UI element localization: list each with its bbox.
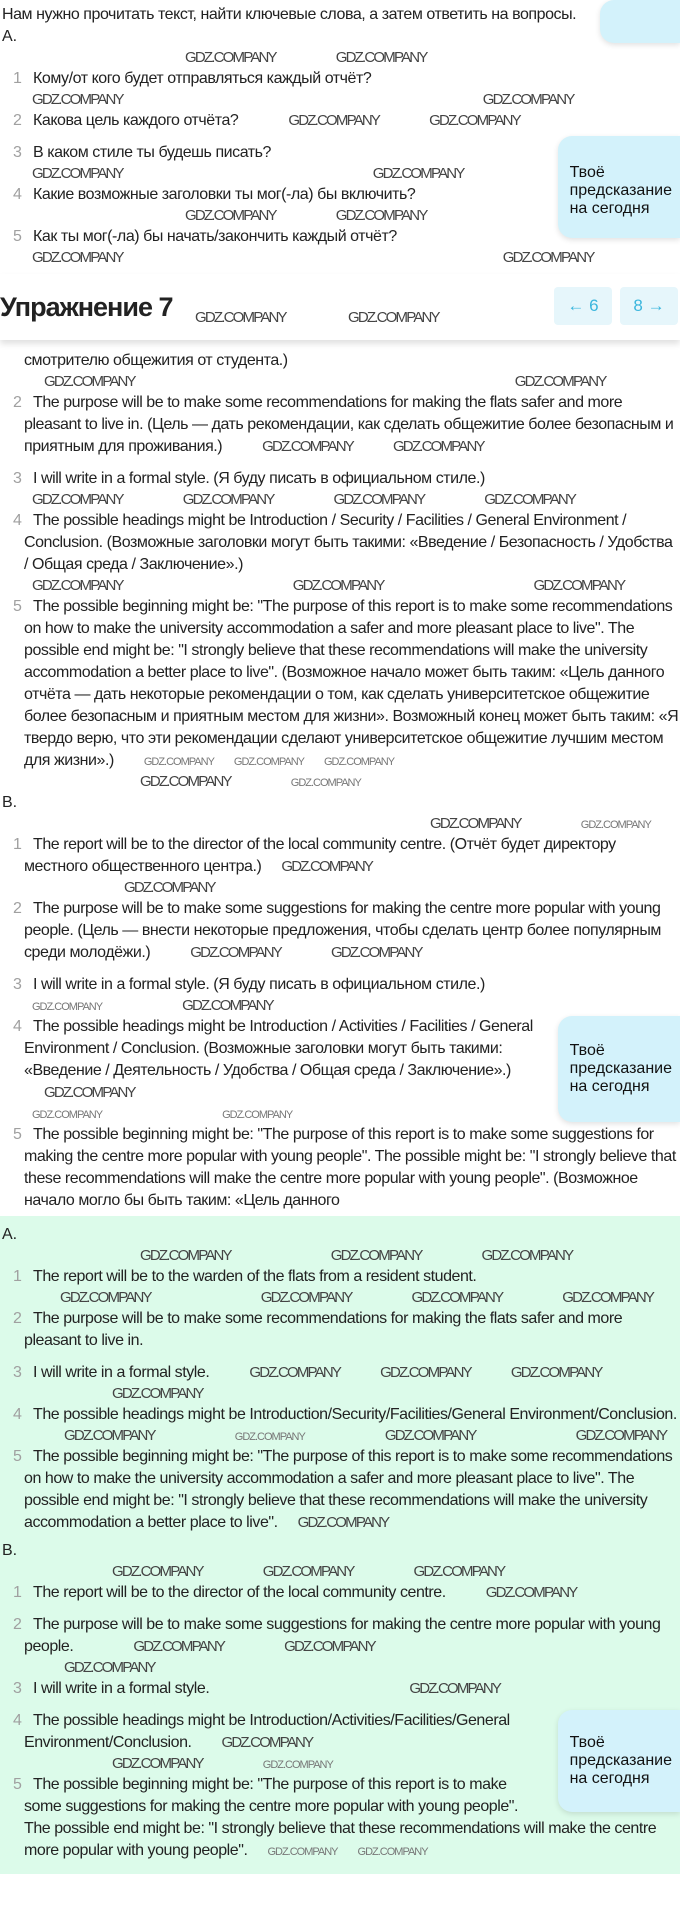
green-answer-b4 — [0, 1710, 680, 1754]
answer-text: (Возможное начало может быть таким: «Цель данного отчёта — дать некоторые — [24, 664, 665, 703]
watermark: GDZ.COMPANY — [44, 1084, 135, 1101]
green-answer-a4 — [0, 1404, 680, 1426]
watermark: GDZ.COMPANY — [182, 997, 273, 1014]
question-number: 4 — [13, 186, 22, 203]
answer-text: The purpose will be to make some recommendations for making the flats safer and — [33, 394, 584, 411]
watermark: GDZ.COMPANY — [32, 165, 123, 182]
question-1 — [0, 68, 680, 90]
answer-text: I will write in a formal style. (Я буду писать в официальном стиле.) — [33, 470, 485, 487]
watermark: GDZ.COMPANY — [140, 1247, 231, 1264]
watermark: GDZ.COMPANY — [260, 1289, 352, 1306]
answer-text: I will write in a formal style. — [33, 1364, 210, 1381]
answer-text: might be: "I strongly believe that these recommendations will make the centre more — [24, 1148, 676, 1187]
next-exercise-button[interactable]: 8 → — [620, 287, 678, 325]
answer-text: The possible beginning might be: "The purpose of this report is to make some — [33, 1126, 548, 1143]
answer-b3 — [0, 974, 680, 996]
answer-b2 — [0, 898, 680, 964]
prediction-text: Твоё — [569, 164, 605, 181]
answer-text: The possible beginning might be: "The purpose of this report is to make some — [33, 598, 548, 615]
question-3 — [0, 142, 680, 164]
watermark-row — [0, 1288, 680, 1308]
answer-number: 5 — [13, 598, 22, 615]
question-number: 2 — [13, 112, 22, 129]
watermark-row — [0, 248, 680, 268]
prediction-text: на сегодня — [569, 200, 650, 217]
green-answer-a1 — [0, 1266, 680, 1288]
answer-text: Удобства / Общая среда / Заключение».) — [24, 534, 673, 573]
answer-text: The report will be to the director of the local community centre. (Отчёт будет директору — [33, 836, 616, 853]
watermark-row — [0, 1246, 680, 1266]
question-text: Кому/от кого будет отправляться каждый отчёт? — [33, 70, 372, 87]
answer-a3 — [0, 468, 680, 490]
watermark: GDZ.COMPANY — [133, 1638, 225, 1655]
watermark: GDZ.COMPANY — [514, 373, 606, 390]
question-number: 5 — [13, 228, 22, 245]
question-number: 1 — [13, 70, 22, 87]
watermark: GDZ.COMPANY — [372, 165, 464, 182]
answer-number: 5 — [13, 1776, 22, 1793]
watermark: GDZ.COMPANY — [284, 1638, 375, 1655]
answer-text: рекомендации о том, как сделать университетское общежитие более безопасным и — [24, 686, 650, 725]
exercise-header — [0, 274, 680, 340]
watermark: GDZ.COMPANY — [262, 1759, 333, 1771]
watermark: GDZ.COMPANY — [297, 1514, 389, 1531]
watermark: GDZ.COMPANY — [32, 491, 123, 508]
green-answer-a2 — [0, 1308, 680, 1352]
answer-text: popular with young people". — [62, 1842, 248, 1859]
watermark: GDZ.COMPANY — [409, 1680, 501, 1697]
watermark: GDZ.COMPANY — [384, 1427, 476, 1444]
answer-number: 2 — [13, 900, 22, 917]
watermark: GDZ.COMPANY — [323, 756, 395, 768]
question-text: Как ты мог(-ла) бы начать/закончить каждый отчёт? — [33, 228, 397, 245]
answer-number: 3 — [13, 976, 22, 993]
answer-text: more pleasant to live in. (Цель — дать рекомендации, как сделать общежитие более — [24, 394, 623, 433]
answer-text: The possible headings might be Introduction / Activities / Facilities / General — [33, 1018, 533, 1035]
watermark: GDZ.COMPANY — [348, 309, 439, 326]
answer-text: Environment/Conclusion. — [509, 1406, 677, 1423]
watermark-row — [0, 90, 680, 110]
answer-number: 1 — [13, 836, 22, 853]
question-text: Какова цель каждого отчёта? — [33, 112, 239, 129]
watermark: GDZ.COMPANY — [195, 309, 286, 326]
answer-text: pleasant place to live". The possible end might be: "I strongly believe that these — [24, 620, 635, 659]
watermark: GDZ.COMPANY — [335, 207, 427, 224]
watermark: GDZ.COMPANY — [392, 438, 484, 455]
watermark: GDZ.COMPANY — [124, 879, 215, 896]
watermark: GDZ.COMPANY — [562, 1289, 654, 1306]
green-answer-b1 — [0, 1582, 680, 1604]
watermark: GDZ.COMPANY — [288, 112, 380, 129]
watermark: GDZ.COMPANY — [112, 1385, 203, 1402]
answer-a5 — [0, 596, 680, 772]
answer-number: 1 — [13, 1268, 22, 1285]
prediction-text: предсказание — [569, 182, 672, 199]
answer-text: / Conclusion. (Возможные заголовки могут быть такими: «Введение / Безопасность / — [24, 512, 627, 551]
watermark: GDZ.COMPANY — [182, 491, 274, 508]
answer-text: приятным местом для жизни». Возможный конец может быть таким: «Я твердо верю, — [24, 708, 679, 747]
watermark: GDZ.COMPANY — [190, 944, 281, 961]
answer-number: 2 — [13, 394, 22, 411]
answer-text: The possible beginning might be: "The purpose of this report is to make some — [24, 1776, 507, 1815]
watermark: GDZ.COMPANY — [222, 1109, 293, 1121]
watermark: GDZ.COMPANY — [331, 944, 422, 961]
answer-text: pleasant place to live". The possible end might be: "I strongly believe that these — [24, 1470, 635, 1509]
answer-text: что эти рекомендации сделают университетское общежитие лучшим местом для — [24, 730, 664, 769]
answer-number: 1 — [13, 1584, 22, 1601]
question-text: В каком стиле ты будешь писать? — [33, 144, 272, 161]
watermark: GDZ.COMPANY — [330, 1247, 422, 1264]
answer-text: recommendations on how to make the university accommodation a safer and more — [24, 1448, 673, 1487]
watermark: GDZ.COMPANY — [233, 756, 304, 768]
answer-text: suggestions for making the centre more popular with young people". The possible — [24, 1126, 654, 1165]
watermark: GDZ.COMPANY — [32, 1109, 103, 1121]
watermark-row — [0, 372, 680, 392]
answers-panel — [0, 1216, 680, 1874]
prediction-text: Твоё — [569, 1042, 605, 1059]
watermark: GDZ.COMPANY — [221, 1734, 313, 1751]
answer-number: 4 — [13, 1018, 22, 1035]
watermark: GDZ.COMPANY — [112, 1755, 203, 1772]
watermark: GDZ.COMPANY — [533, 577, 625, 594]
answer-text: might be: "I strongly believe that these recommendations will make the centre more — [24, 1820, 657, 1859]
answer-text: The purpose will be to make some suggestions for making the centre more popular with — [33, 900, 616, 917]
answer-text: The possible headings might be Introduction/Security/Facilities/General — [33, 1406, 506, 1423]
watermark: GDZ.COMPANY — [185, 49, 276, 66]
answer-number: 3 — [13, 1680, 22, 1697]
answer-text: The report will be to the director of the local community centre. — [33, 1584, 446, 1601]
watermark: GDZ.COMPANY — [185, 207, 276, 224]
answer-text: местного общественного центра.) — [24, 858, 262, 875]
watermark: GDZ.COMPANY — [32, 1001, 103, 1013]
watermark: GDZ.COMPANY — [281, 858, 373, 875]
section-label-b: B. — [2, 1542, 18, 1559]
watermark: GDZ.COMPANY — [267, 1846, 338, 1858]
watermark: GDZ.COMPANY — [357, 1846, 428, 1858]
watermark: GDZ.COMPANY — [64, 1659, 155, 1676]
answer-text: I will write in a formal style. (Я буду писать в официальном стиле.) — [33, 976, 485, 993]
question-5 — [0, 226, 680, 248]
answer-text: suggestions for making the centre more popular with young people". The possible end — [24, 1798, 519, 1837]
watermark-row — [0, 1562, 680, 1582]
page-title: Упражнение 7 — [0, 292, 173, 322]
watermark: GDZ.COMPANY — [32, 577, 123, 594]
watermark: GDZ.COMPANY — [290, 777, 361, 789]
watermark: GDZ.COMPANY — [580, 819, 651, 831]
watermark: GDZ.COMPANY — [143, 756, 214, 768]
answer-text: The purpose will be to make some recommendations for making the flats safer and — [33, 1310, 584, 1327]
watermark-row — [0, 1426, 680, 1446]
prev-exercise-button[interactable]: ← 6 — [554, 287, 612, 325]
green-answer-a5 — [0, 1446, 680, 1534]
green-answer-b3 — [0, 1678, 680, 1700]
answer-text: The possible beginning might be: "The purpose of this report is to make some — [33, 1448, 548, 1465]
question-2 — [0, 110, 680, 132]
watermark: GDZ.COMPANY — [380, 1364, 471, 1381]
watermark-row — [0, 878, 680, 898]
answer-text: young people. (Цель — внести некоторые предложения, чтобы сделать центр более — [24, 900, 661, 939]
answer-text: The purpose will be to make some suggestions for making the centre more popular with — [33, 1616, 616, 1633]
green-answer-b5 — [0, 1774, 680, 1862]
prediction-widget[interactable] — [600, 0, 680, 43]
answer-b4 — [0, 1016, 680, 1104]
prediction-text: на сегодня — [569, 1078, 650, 1095]
watermark: GDZ.COMPANY — [484, 491, 576, 508]
answer-text: Деятельность / Удобства / Общая среда / Заключение».) — [113, 1062, 511, 1079]
answer-number: 4 — [13, 512, 22, 529]
watermark: GDZ.COMPANY — [140, 773, 231, 790]
green-answer-b2 — [0, 1614, 680, 1658]
watermark: GDZ.COMPANY — [333, 491, 425, 508]
watermark-row — [0, 1658, 680, 1678]
watermark-row — [0, 48, 680, 68]
answer-a4 — [0, 510, 680, 576]
answer-a2 — [0, 392, 680, 458]
answer-text: young people. — [24, 1616, 661, 1655]
answer-text: recommendations will make the university accommodation a better place to live". — [24, 1492, 648, 1531]
answer-number: 3 — [13, 1364, 22, 1381]
answer-number: 2 — [13, 1310, 22, 1327]
answer-text: I will write in a formal style. — [33, 1680, 210, 1697]
question-text: Какие возможные заголовки ты мог(-ла) бы включить? — [33, 186, 416, 203]
watermark: GDZ.COMPANY — [60, 1289, 151, 1306]
section-label-a: A. — [2, 28, 18, 45]
watermark: GDZ.COMPANY — [64, 1427, 155, 1444]
watermark: GDZ.COMPANY — [112, 1563, 203, 1580]
prediction-text: предсказание — [569, 1752, 672, 1769]
prediction-text: Твоё — [569, 1734, 605, 1751]
watermark: GDZ.COMPANY — [234, 1431, 305, 1443]
answer-text — [0, 350, 680, 372]
watermark: GDZ.COMPANY — [262, 1563, 354, 1580]
answer-text: The report will be to the warden of the flats from a resident student. — [33, 1268, 477, 1285]
watermark: GDZ.COMPANY — [335, 49, 427, 66]
green-answer-a3 — [0, 1362, 680, 1384]
watermark: GDZ.COMPANY — [510, 1364, 602, 1381]
answer-text: The possible headings might be Introduction / Security / Facilities / General Environment — [33, 512, 619, 529]
watermark: GDZ.COMPANY — [32, 249, 123, 266]
answer-number: 5 — [13, 1126, 22, 1143]
answer-number: 4 — [13, 1406, 22, 1423]
answer-text: recommendations on how to make the university accommodation a safer and more — [24, 598, 673, 637]
answer-b1 — [0, 834, 680, 878]
watermark: GDZ.COMPANY — [482, 91, 574, 108]
watermark: GDZ.COMPANY — [413, 1563, 505, 1580]
question-number: 3 — [13, 144, 22, 161]
answer-number: 2 — [13, 1616, 22, 1633]
watermark-row — [0, 814, 680, 834]
watermark: GDZ.COMPANY — [575, 1427, 667, 1444]
answer-text: popular with young people". (Возможное начало могло бы быть таким: «Цель данного — [24, 1170, 638, 1209]
prediction-text: на сегодня — [569, 1770, 650, 1787]
intro-text: Нам нужно прочитать текст, найти ключевые слова, а затем ответить на вопросы. — [2, 6, 577, 23]
section-label-a: A. — [2, 1226, 18, 1243]
answer-b5 — [0, 1124, 680, 1212]
question-4 — [0, 184, 680, 206]
watermark: GDZ.COMPANY — [481, 1247, 573, 1264]
answer-text: The possible headings might be Introduction/Activities/Facilities/General — [33, 1712, 510, 1729]
watermark: GDZ.COMPANY — [411, 1289, 503, 1306]
watermark: GDZ.COMPANY — [262, 438, 353, 455]
watermark: GDZ.COMPANY — [502, 249, 594, 266]
watermark-row — [0, 576, 680, 596]
answer-text: Environment/Conclusion. — [24, 1734, 192, 1751]
section-label-b: B. — [2, 794, 18, 811]
watermark-row — [0, 996, 680, 1016]
answer-number: 5 — [13, 1448, 22, 1465]
watermark: GDZ.COMPANY — [430, 815, 521, 832]
answer-text: жизни».) — [54, 752, 114, 769]
answer-text: популярным среди молодёжи.) — [24, 922, 661, 961]
answer-text: recommendations will make the university accommodation a better place to live". — [24, 642, 648, 681]
answer-text: смотрителю общежития от студента.) — [24, 352, 288, 369]
answer-text: безопасным и приятным для проживания.) — [24, 416, 674, 455]
answer-number: 3 — [13, 470, 22, 487]
answer-number: 4 — [13, 1712, 22, 1729]
answer-text: more pleasant to live in. — [24, 1310, 623, 1349]
watermark-row — [0, 490, 680, 510]
answer-text: Environment / Conclusion. (Возможные заголовки могут быть такими: «Введение / — [24, 1040, 503, 1079]
watermark: GDZ.COMPANY — [292, 577, 384, 594]
watermark: GDZ.COMPANY — [249, 1364, 341, 1381]
watermark-row — [0, 1384, 680, 1404]
watermark-row — [0, 772, 680, 792]
watermark: GDZ.COMPANY — [32, 91, 123, 108]
watermark: GDZ.COMPANY — [44, 373, 135, 390]
watermark: GDZ.COMPANY — [429, 112, 520, 129]
watermark: GDZ.COMPANY — [485, 1584, 577, 1601]
prediction-text: предсказание — [569, 1060, 672, 1077]
